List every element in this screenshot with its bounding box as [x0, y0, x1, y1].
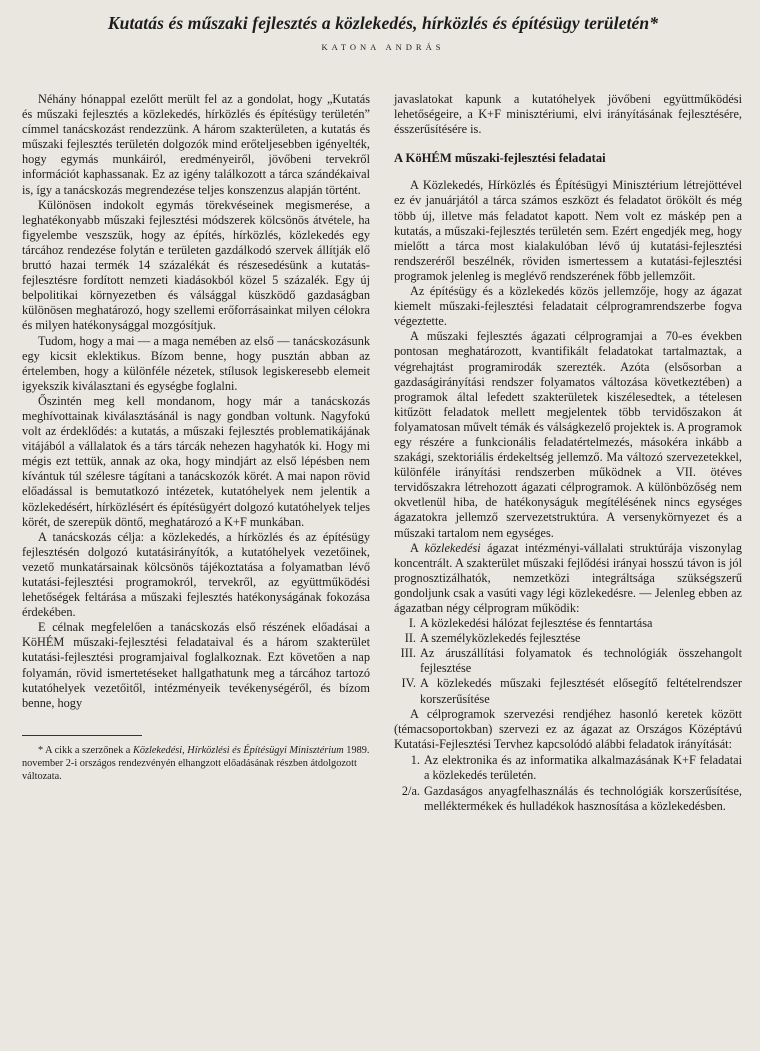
paragraph	[394, 541, 742, 616]
list-item-number: III.	[400, 646, 416, 661]
list-item-text: Az elektronika és az informatika alkalmazásának K+F feladatai a közlekedés területén.	[424, 752, 742, 783]
paragraph: A Közlekedés, Hírközlés és Építésügyi Minisztérium létrejöttével ez év januárjától a tárca számos eszközt és feladatot örökölt és még több új, illetve más feladatot kapott. Nem volt ez máskép pen a kutatás, a műszaki-fejlesztés területén sem. Ezért engedjék meg, hogy mielőtt a tárca most kialakulóban lévő új kutatási-fejlesztési rendszeréről beszélnék, röviden ismertessem a kutatási-fejlesztési programok jelenleg is meglévő rendszerének főbb jellemzőit.	[394, 178, 742, 283]
paragraph-text-italic: közlekedési	[424, 540, 481, 555]
article-title: Kutatás és műszaki fejlesztés a közlekedés, hírközlés és építésügy területén*	[107, 13, 659, 33]
list-item-number: II.	[404, 631, 416, 646]
left-column	[22, 92, 370, 814]
paragraph: Az építésügy és a közlekedés közös jellemzője, hogy az ágazat kiemelt műszaki-fejlesztési feladatait célprogramrendszerbe fogva végeztette.	[394, 284, 742, 329]
task-list	[394, 753, 742, 814]
paragraph-text-b: ágazat intézményi-vállalati struktúrája viszonylag koncentrált. A szakterület műszaki fejlődési irányai hosszú távon is jól prognosztizálhatók, nemzetközi integráltsága szükségszerű gondoljunk csak a vasúti vagy légi közlekedésre. — Jelenleg ebben az ágazatban négy célprogram működik:	[394, 540, 743, 615]
footnote-text-b: 1989. november 2-i országos rendezvényén elhangzott előadásának részben átdolgozott változata.	[22, 744, 370, 782]
paragraph: javaslatokat kapunk a kutatóhelyek jövőbeni együttműködési lehetőségeire, a K+F minisztériumi, elvi irányításának fejlesztésére, ésszerűsítésére is.	[394, 92, 742, 137]
article-columns	[22, 92, 744, 814]
list-item	[394, 616, 742, 631]
footnote-text-italic: Közlekedési, Hírközlési és Építésügyi Minisztérium	[132, 744, 344, 756]
paragraph: A műszaki fejlesztés ágazati célprogramjai a 70-es években pontosan meghatározott, kvantifikált feladatokat tartalmaztak, a végrehajtást programirodák szerezték. Azóta (elsősorban a gazdaságirányítási rendszer folyamatos változása következtében) a programok által lefedett szakterületek kiszélesedtek, a tételesen kitűzött feladatok mellett megjelentek több tervidőszakon át folyamatosan művelt témák és válságkezelő projektek is. A programok egy részére a funkcionális feladatértelmezés, másokéra inkább a szakági, szektoriális érdekeltség jellemző. Ma változó szervezetekkel, különféle irányítási rendszerben működnek a VII. ötéves tervidőszakra létrehozott ágazati célprogramok. A különbözőség nem okvetlenül hiba, de hatékonyságuk megítélésének nincs egységes ágazatokra jellemző szervezetstruktúra. A versenykörnyezet és a műszaki tartalom nem egységes.	[394, 329, 742, 540]
paragraph: E célnak megfelelően a tanácskozás első részének előadásai a KöHÉM műszaki-fejlesztési feladataival és a három szakterület kutatási-fejlesztési programjaival foglalkoznak. Ezt követően a nap folyamán, rövid ismertetéseket hallgathatunk meg a tárcához tartozó kutatóhelyek vezetőitől, intézményeik tevékenységéről, és bízom benne, hogy	[22, 620, 370, 710]
list-item	[394, 753, 742, 783]
paragraph: Néhány hónappal ezelőtt merült fel az a gondolat, hogy „Kutatás és műszaki fejlesztés a közlekedés, hírközlés és építésügy területén” címmel tanácskozást rendezzünk. A három szakterületen, a kutatás és műszaki fejlesztés területén dolgozók mind erőteljesebben igényelték, hogy egymás munkáiról, eredményeiről, jövőbeni tervekről információt kaphassanak. Ez az igény találkozott a tárca szándékaival is, így a tanácskozás megrendezése teljes konszenzus alapján történt.	[22, 92, 370, 197]
list-item-text: A közlekedés műszaki fejlesztését elősegítő feltételrendszer korszerűsítése	[420, 676, 742, 706]
footnote	[22, 744, 370, 783]
list-item-number: 2/a.	[401, 784, 420, 799]
paragraph-text-a: A	[410, 540, 425, 555]
list-item	[394, 631, 742, 646]
paragraph: A tanácskozás célja: a közlekedés, a hírközlés és az építésügy fejlesztésén dolgozó kutatásirányítók, a kutatóhelyek vezetőinek, vezető munkatársainak kölcsönös tájékoztatása a folyamatban lévő kutatási-fejlesztési programokról, tervekről, az együttműködési lehetőségek feltárása a műszaki fejlesztés hatékonyságának fokozása érdekében.	[22, 529, 370, 620]
list-item	[394, 784, 742, 814]
list-item-number: 1.	[410, 752, 420, 767]
paragraph: Őszintén meg kell mondanom, hogy már a tanácskozás meghívottainak kiválasztásánál is nagy gondban voltunk. Nagyfokú volt az érdeklődés: a kutatás, a műszaki fejlesztés problematikájának vitájából a vállalatok és a társ tárcák nehezen hagyhatók ki. Hogy mi mégis ezt tettük, annak az oka, hogy mindjárt az első lépésben nem kívántuk túl szélesre tágítani a tanácskozók körét. A mai napon rövid előadással is bemutatkozó intézetek, kutatóhelyek nem jelentik a közlekedésért, hírközlésért és építésügyért dolgozó kutatóhelyek teljes körét, de szerepük döntő, meghatározó a K+F munkában.	[22, 393, 370, 529]
paragraph: A célprogramok szervezési rendjéhez hasonló keretek között (témacsoportokban) szervezi ez az ágazat az Országos Középtávú Kutatási-Fejlesztési Tervhez kapcsolódó alábbi feladatok irányítását:	[394, 706, 742, 751]
paragraph: Tudom, hogy a mai — a maga nemében az első — tanácskozásunk egy kicsit eklektikus. Bízom benne, hogy pusztán abban az értelemben, hogy a különféle nézetek, stílusok legiskeresebb elemeit igyekszik kiválasztani és egységbe foglalni.	[22, 333, 370, 393]
footnote-divider	[22, 735, 142, 736]
list-item-number: I.	[408, 616, 416, 631]
list-item-text: Az áruszállítási folyamatok és technológiák összehangolt fejlesztése	[420, 646, 742, 676]
section-heading: A KöHÉM műszaki-fejlesztési feladatai	[394, 151, 606, 166]
list-item	[394, 676, 742, 706]
footnote-text-a: A cikk a szerzőnek a	[45, 744, 133, 756]
program-list	[394, 616, 742, 707]
list-item-number: IV.	[401, 676, 416, 691]
footnote-mark: *	[38, 744, 44, 756]
list-item-text: A közlekedési hálózat fejlesztése és fenntartása	[420, 616, 653, 631]
list-item-text: Gazdaságos anyagfelhasználás és technológiák korszerűsítése, melléktermékek és hulladékok hasznosítása a közlekedésben.	[424, 784, 742, 814]
article-author: KATONA ANDRÁS	[321, 42, 445, 52]
list-item-text: A személyközlekedés fejlesztése	[420, 631, 581, 646]
list-item	[394, 646, 742, 676]
paragraph: Különösen indokolt egymás törekvéseinek megismerése, a leghatékonyabb műszaki fejlesztési módszerek kölcsönös átvétele, ha figyelembe veszszük, hogy az építés, hírközlés, közlekedés egy tárcához rendezése folytán e területen gazdálkodó szervek állítják elő bruttó hazai termék 14 százalékát és részesedésünk a kutatás-fejlesztésre fordított nemzeti kiadásokból közel 5 százalék. Egy új belpolitikai környezetben és válsággal küszködő gazdaságban különösen meghatározó, hogy szellemi erőforrásainkat milyen célokra és milyen hatékonysággal mozgósítjuk.	[22, 197, 370, 333]
right-column	[394, 92, 742, 814]
